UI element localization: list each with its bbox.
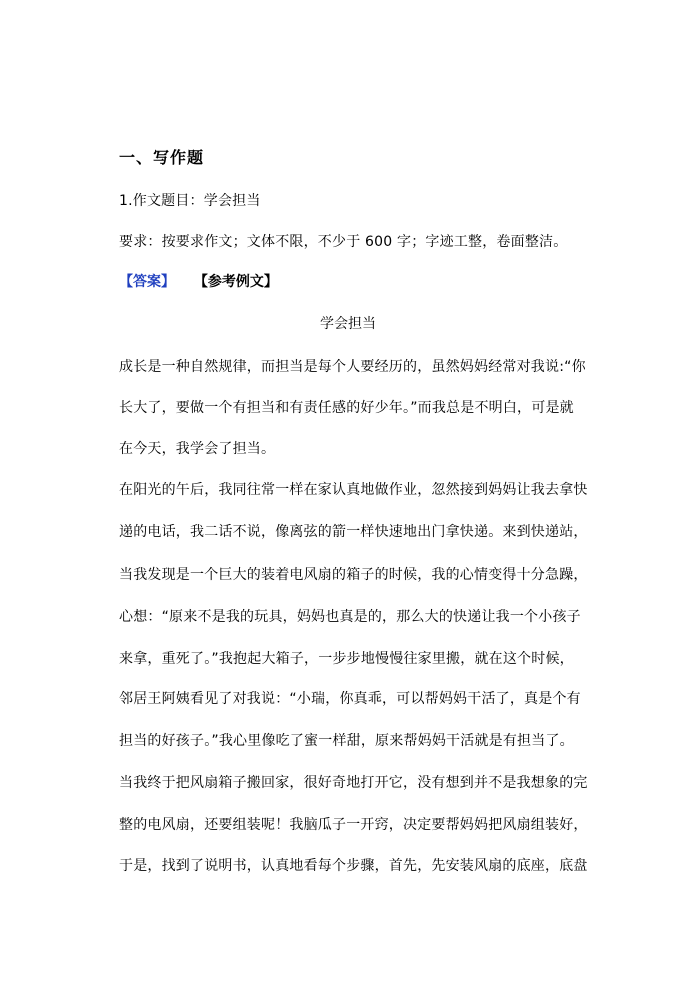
essay-line: 在阳光的午后，我同往常一样在家认真地做作业，忽然接到妈妈让我去拿快 [119, 482, 588, 498]
answer-label: 【答案】 [119, 274, 175, 290]
essay-line: 在今天，我学会了担当。 [119, 441, 276, 457]
essay-line: 当我发现是一个巨大的装着电风扇的箱子的时候，我的心情变得十分急躁， [119, 567, 588, 583]
essay-line: 递的电话，我二话不说，像离弦的箭一样快速地出门拿快递。来到快递站， [119, 524, 588, 540]
essay-line: 当我终于把风扇箱子搬回家，很好奇地打开它，没有想到并不是我想象的完 [119, 775, 588, 791]
essay-line: 成长是一种自然规律，而担当是每个人要经历的，虽然妈妈经常对我说:“你 [119, 359, 586, 375]
section-title: 一、写作题 [119, 148, 205, 167]
essay-title: 学会担当 [320, 316, 376, 332]
essay-line: 心想：“原来不是我的玩具，妈妈也真是的，那么大的快递让我一个小孩子 [119, 609, 581, 625]
essay-line: 长大了，要做一个有担当和有责任感的好少年。”而我总是不明白，可是就 [119, 400, 574, 416]
essay-line: 整的电风扇，还要组装呢！我脑瓜子一开窍，决定要帮妈妈把风扇组装好， [119, 817, 588, 833]
essay-line: 于是，找到了说明书，认真地看每个步骤，首先，先安装风扇的底座，底盘 [119, 858, 588, 874]
reference-label: 【参考例文】 [193, 274, 278, 290]
essay-line: 邻居王阿姨看见了对我说：“小瑞，你真乖，可以帮妈妈干活了，真是个有 [119, 691, 581, 707]
question-requirements: 要求：按要求作文；文体不限，不少于 600 字；字迹工整，卷面整洁。 [119, 234, 568, 250]
essay-line: 来拿，重死了。”我抱起大箱子，一步步地慢慢往家里搬，就在这个时候， [119, 651, 574, 667]
question-prompt: 1.作文题目：学会担当 [119, 193, 261, 209]
essay-line: 担当的好孩子。”我心里像吃了蜜一样甜，原来帮妈妈干活就是有担当了。 [119, 733, 574, 749]
answer-row [119, 272, 278, 292]
